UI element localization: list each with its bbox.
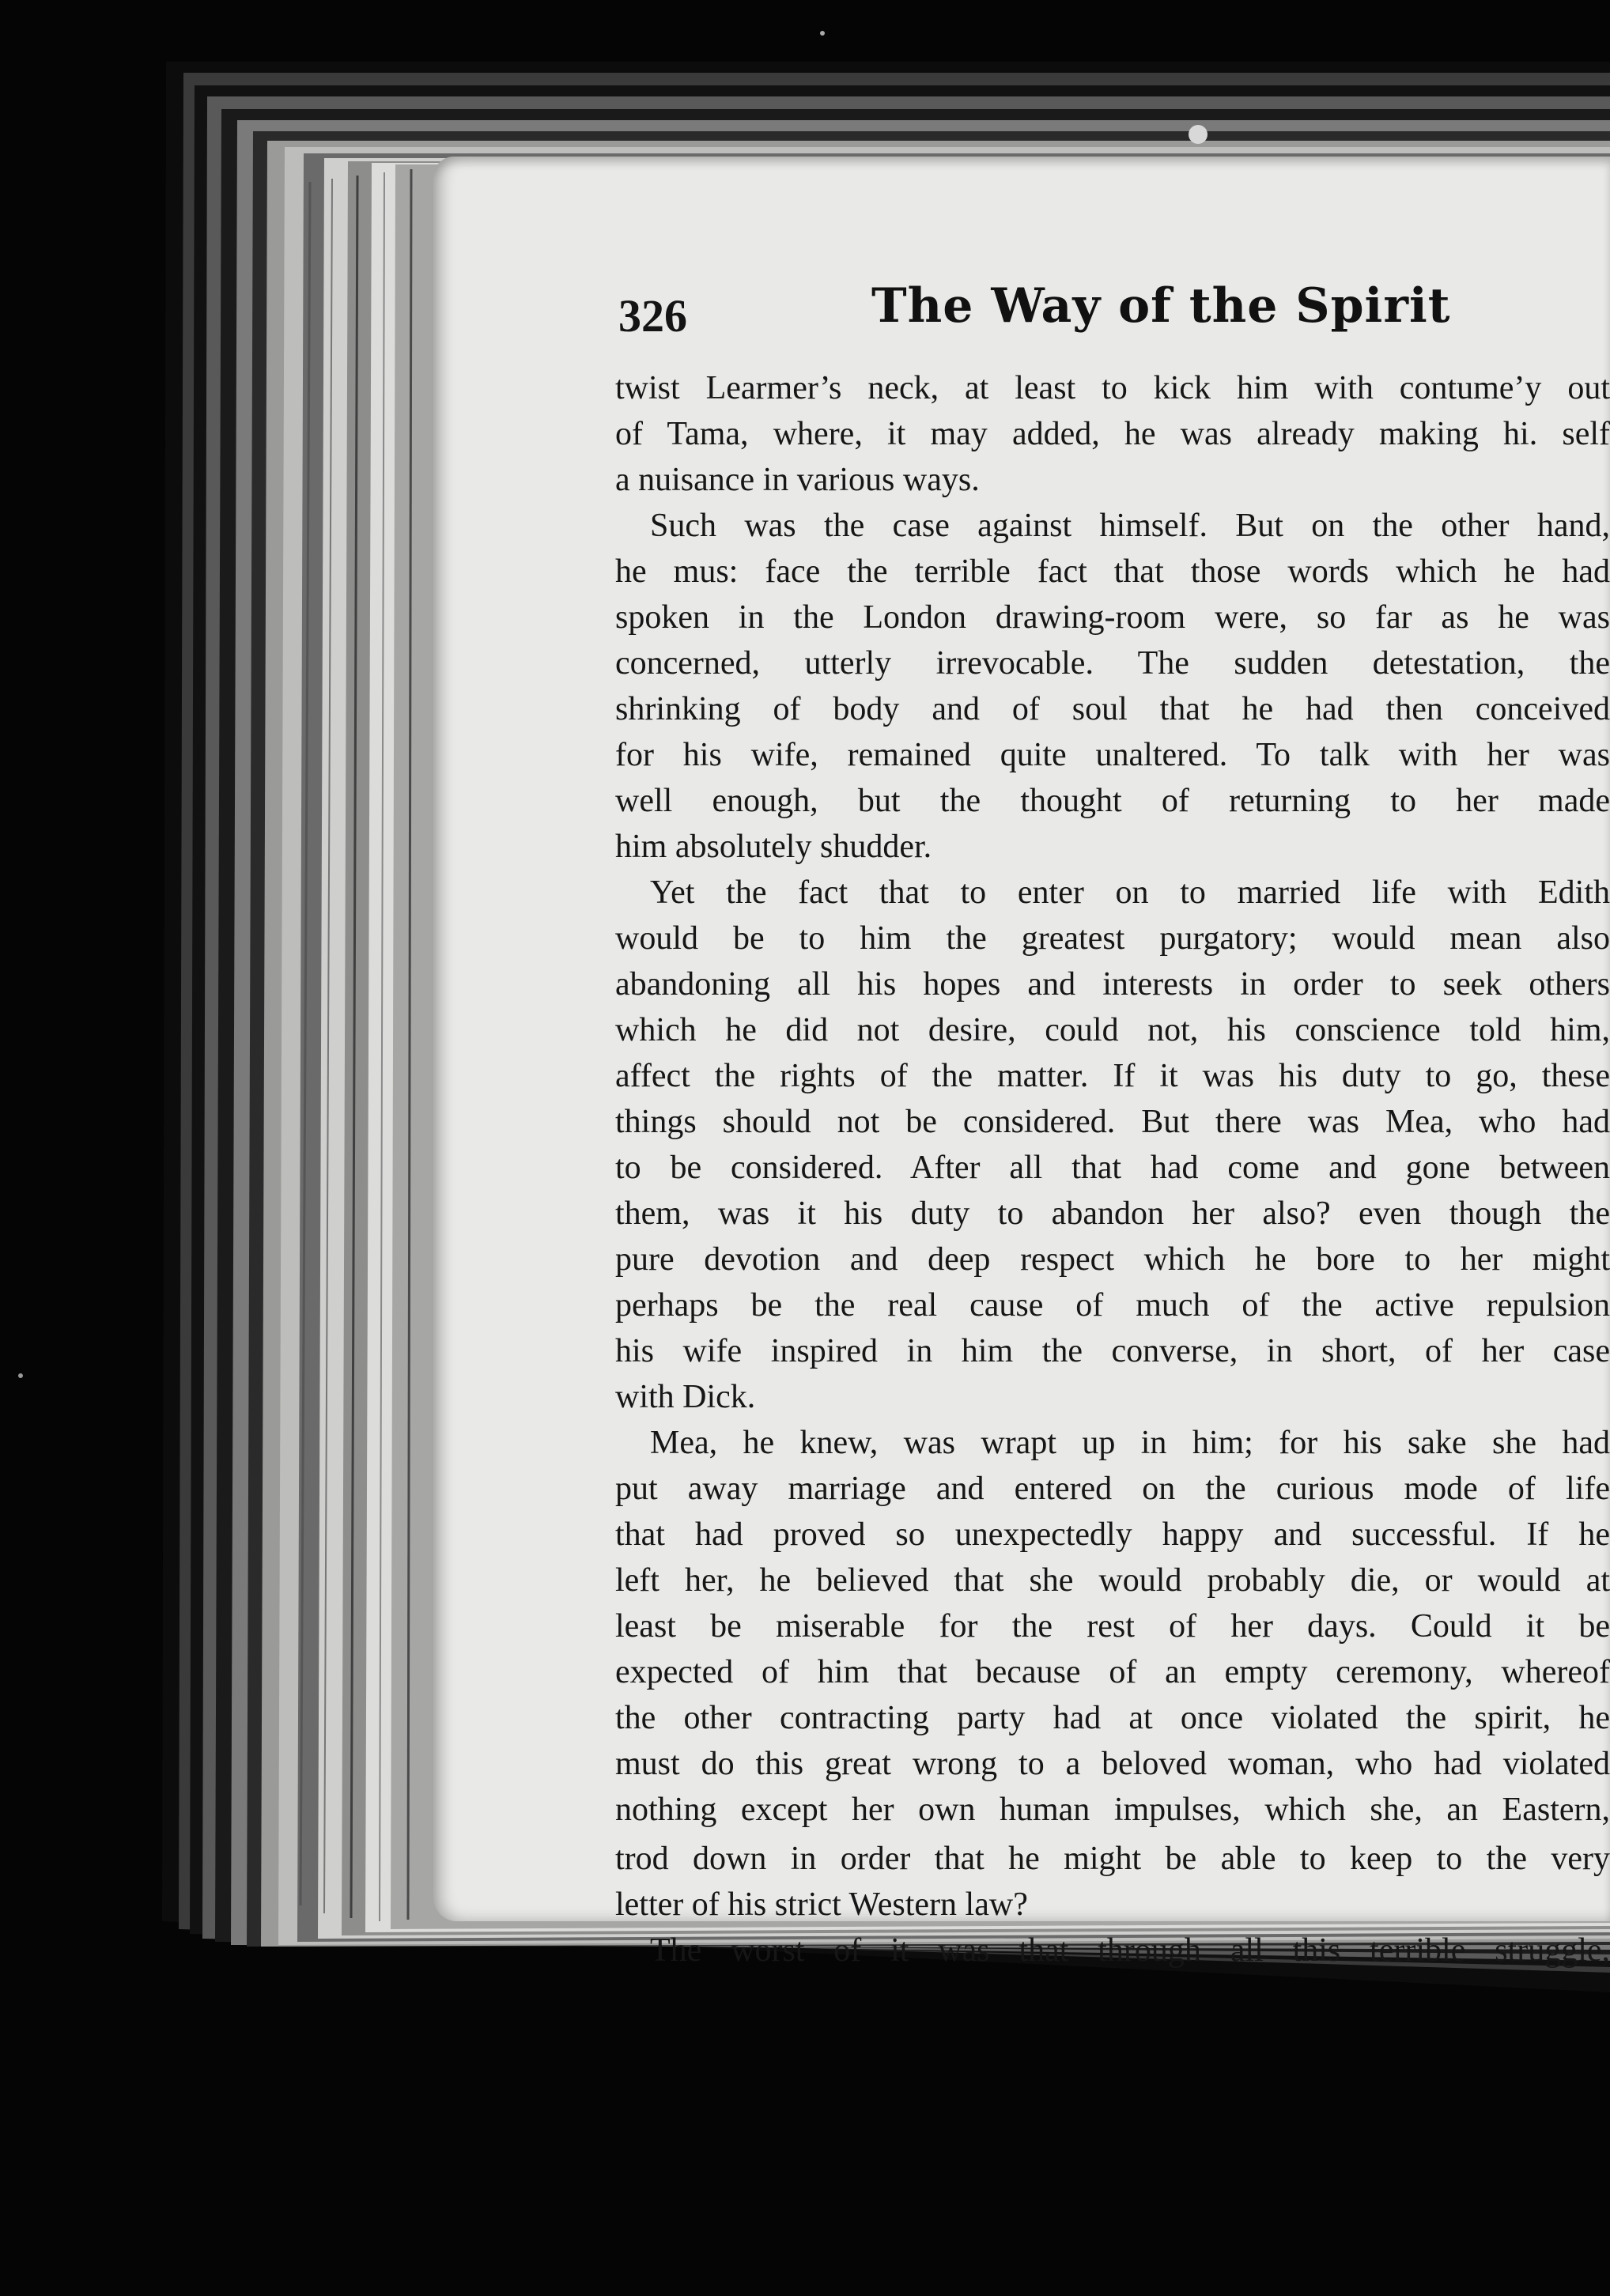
text-line: them, was it his duty to abandon her also? even though the bbox=[615, 1195, 1610, 1232]
text-line: he mus: face the terrible fact that those words which he had bbox=[615, 553, 1610, 590]
text-line: would be to him the greatest purgatory; would mean also bbox=[615, 920, 1610, 957]
text-line: his wife inspired in him the converse, in short, of her case bbox=[615, 1333, 1610, 1369]
text-line: for his wife, remained quite unaltered. To talk with her was bbox=[615, 737, 1610, 773]
text-line: concerned, utterly irrevocable. The sudden detestation, the bbox=[615, 645, 1610, 682]
text-line: The worst of it was that through all this terrible struggle, bbox=[650, 1932, 1610, 1969]
text-line: him absolutely shudder. bbox=[615, 829, 932, 865]
text-line: affect the rights of the matter. If it was his duty to go, these bbox=[615, 1058, 1610, 1094]
text-line: twist Learmer’s neck, at least to kick him with contume’y out bbox=[615, 370, 1610, 406]
text-line: abandoning all his hopes and interests in order to seek others bbox=[615, 966, 1610, 1003]
text-line: nothing except her own human impulses, which she, an Eastern, bbox=[615, 1792, 1610, 1828]
text-line: least be miserable for the rest of her days. Could it be bbox=[615, 1608, 1610, 1645]
text-line: spoken in the London drawing-room were, so far as he was bbox=[615, 599, 1610, 636]
text-line: Yet the fact that to enter on to married life with Edith bbox=[650, 874, 1610, 911]
text-line: things should not be considered. But there was Mea, who had bbox=[615, 1104, 1610, 1140]
text-line: Such was the case against himself. But on the other hand, bbox=[650, 508, 1610, 544]
body-text-continued bbox=[615, 1836, 1610, 1973]
running-title: The Way of the Spirit bbox=[871, 278, 1451, 334]
text-line: pure devotion and deep respect which he bore to her might bbox=[615, 1241, 1610, 1278]
text-line: to be considered. After all that had come and gone between bbox=[615, 1150, 1610, 1186]
text-line: well enough, but the thought of returning to her made bbox=[615, 783, 1610, 819]
running-head bbox=[618, 278, 1610, 365]
text-line: a nuisance in various ways. bbox=[615, 462, 980, 498]
text-line: trod down in order that he might be able to keep to the very bbox=[615, 1841, 1610, 1877]
text-line: shrinking of body and of soul that he had then conceived bbox=[615, 691, 1610, 727]
text-line: with Dick. bbox=[615, 1379, 756, 1415]
text-line: left her, he believed that she would probably die, or would at bbox=[615, 1562, 1610, 1599]
text-line: put away marriage and entered on the curious mode of life bbox=[615, 1471, 1610, 1507]
body-text bbox=[615, 365, 1610, 1836]
text-line: Mea, he knew, was wrapt up in him; for his sake she had bbox=[650, 1425, 1610, 1461]
text-line: of Tama, where, it may added, he was already making hi. self bbox=[615, 416, 1610, 452]
text-line: must do this great wrong to a beloved woman, who had violated bbox=[615, 1746, 1610, 1782]
text-line: the other contracting party had at once violated the spirit, he bbox=[615, 1700, 1610, 1736]
text-line: which he did not desire, could not, his conscience told him, bbox=[615, 1012, 1610, 1048]
text-line: perhaps be the real cause of much of the active repulsion bbox=[615, 1287, 1610, 1324]
text-line: expected of him that because of an empty ceremony, whereof bbox=[615, 1654, 1610, 1690]
text-line: letter of his strict Western law? bbox=[615, 1886, 1028, 1923]
page-number: 326 bbox=[618, 290, 687, 342]
text-line: that had proved so unexpectedly happy and successful. If he bbox=[615, 1516, 1610, 1553]
